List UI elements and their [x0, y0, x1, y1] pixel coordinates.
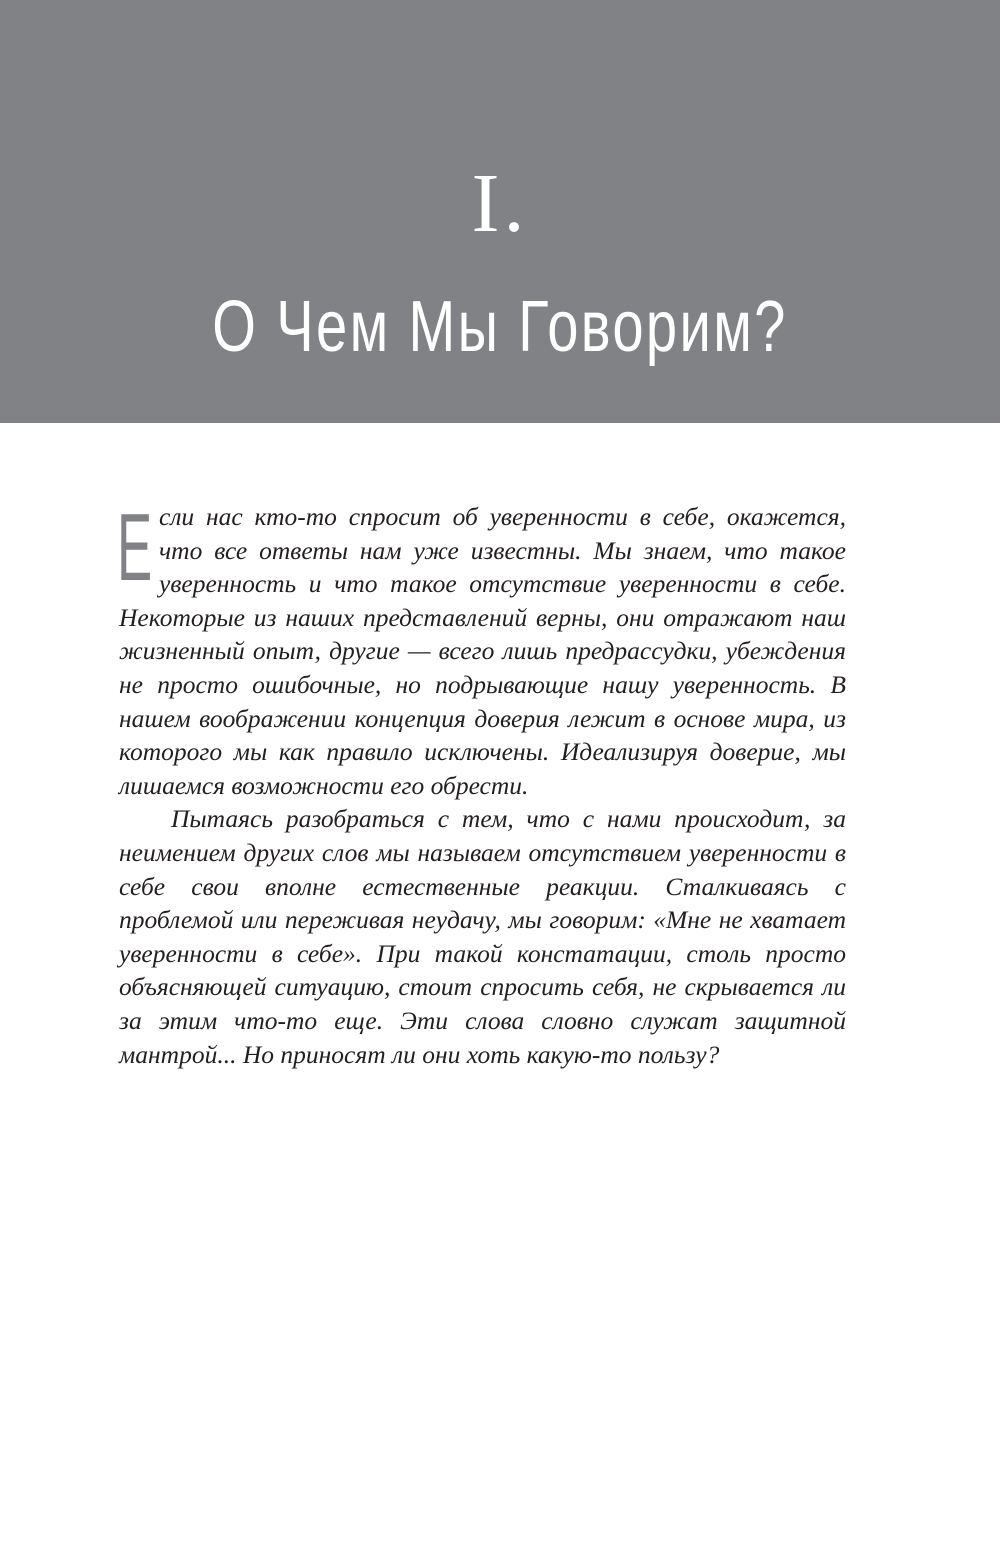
- chapter-title: О Чем Мы Говорим?: [212, 287, 788, 367]
- chapter-number: I.: [471, 157, 529, 250]
- paragraph-1: [117, 494, 846, 802]
- chapter-header: [0, 0, 1000, 423]
- paragraph-2: Пытаясь разобраться с тем, что с нами происходит, за неимением других слов мы называем отсутствием уверенности в себе свои вполне естественные реакции. Сталкиваясь с проблемой или переживая неудачу, мы говорим: «Мне не хватает уверенности в себе». При такой констатации, столь просто объясняющей ситуацию, стоит спросить себя, не скрывается ли за этим что-то еще. Эти слова словно служат защитной мантрой... Но приносят ли они хоть какую-то пользу?: [119, 804, 846, 1069]
- paragraph-1-text: сли нас кто-то спросит об уверенности в себе, окажется, что все ответы нам уже известны. Мы знаем, что такое уверенность и что такое отсутствие уверенности в себе. Некоторые из наших представлений верны, они отражают наш жизненный опыт, другие — всего лишь предрассудки, убеждения не просто ошибочные, но подрывающие нашу уверенность. В нашем воображении концепция доверия лежит в основе мира, из которого мы как правило исключены. Идеализируя доверие, мы лишаемся возможности его обрести.: [119, 502, 846, 800]
- chapter-body: [117, 494, 846, 1071]
- drop-cap: Е: [117, 494, 153, 601]
